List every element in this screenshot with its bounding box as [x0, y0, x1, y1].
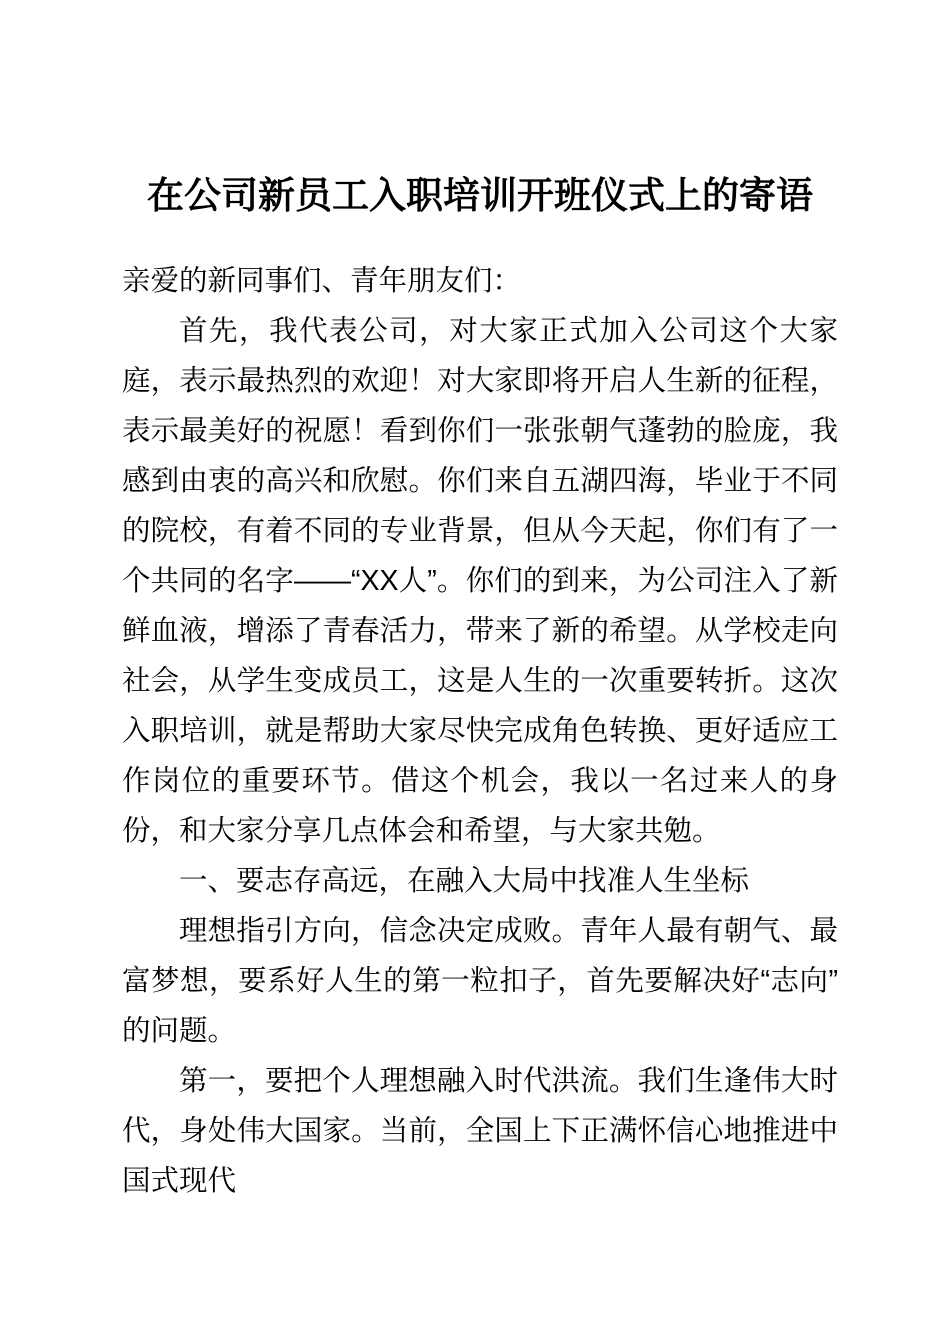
paragraph-section-one-intro: 理想指引方向，信念决定成败。青年人最有朝气、最富梦想，要系好人生的第一粒扣子，首先要解决好“志向”的问题。	[122, 915, 838, 1047]
paragraph-opening: 首先，我代表公司，对大家正式加入公司这个大家庭，表示最热烈的欢迎！对大家即将开启人生新的征程，表示最美好的祝愿！看到你们一张张朝气蓬勃的脸庞，我感到由衷的高兴和欣慰。你们来自五湖四海，毕业于不同的院校，有着不同的专业背景，但从今天起，你们有了一个共同的名字——“XX人”。你们的到来，为公司注入了新鲜血液，增添了青春活力，带来了新的希望。从学校走向社会，从学生变成员工，这是人生的一次重要转折。这次入职培训，就是帮助大家尽快完成角色转换、更好适应工作岗位的重要环节。借这个机会，我以一名过来人的身份，和大家分享几点体会和希望，与大家共勉。	[122, 315, 838, 847]
salutation-line: 亲爱的新同事们、青年朋友们：	[122, 265, 522, 297]
paragraph-section-one-point-one: 第一，要把个人理想融入时代洪流。我们生逢伟大时代，身处伟大国家。当前，全国上下正满怀信心地推进中国式现代	[122, 1065, 838, 1197]
section-heading-one: 一、要志存高远，在融入大局中找准人生坐标	[179, 865, 750, 897]
document-body	[122, 0, 838, 1206]
page-title: 在公司新员工入职培训开班仪式上的寄语	[147, 175, 813, 216]
